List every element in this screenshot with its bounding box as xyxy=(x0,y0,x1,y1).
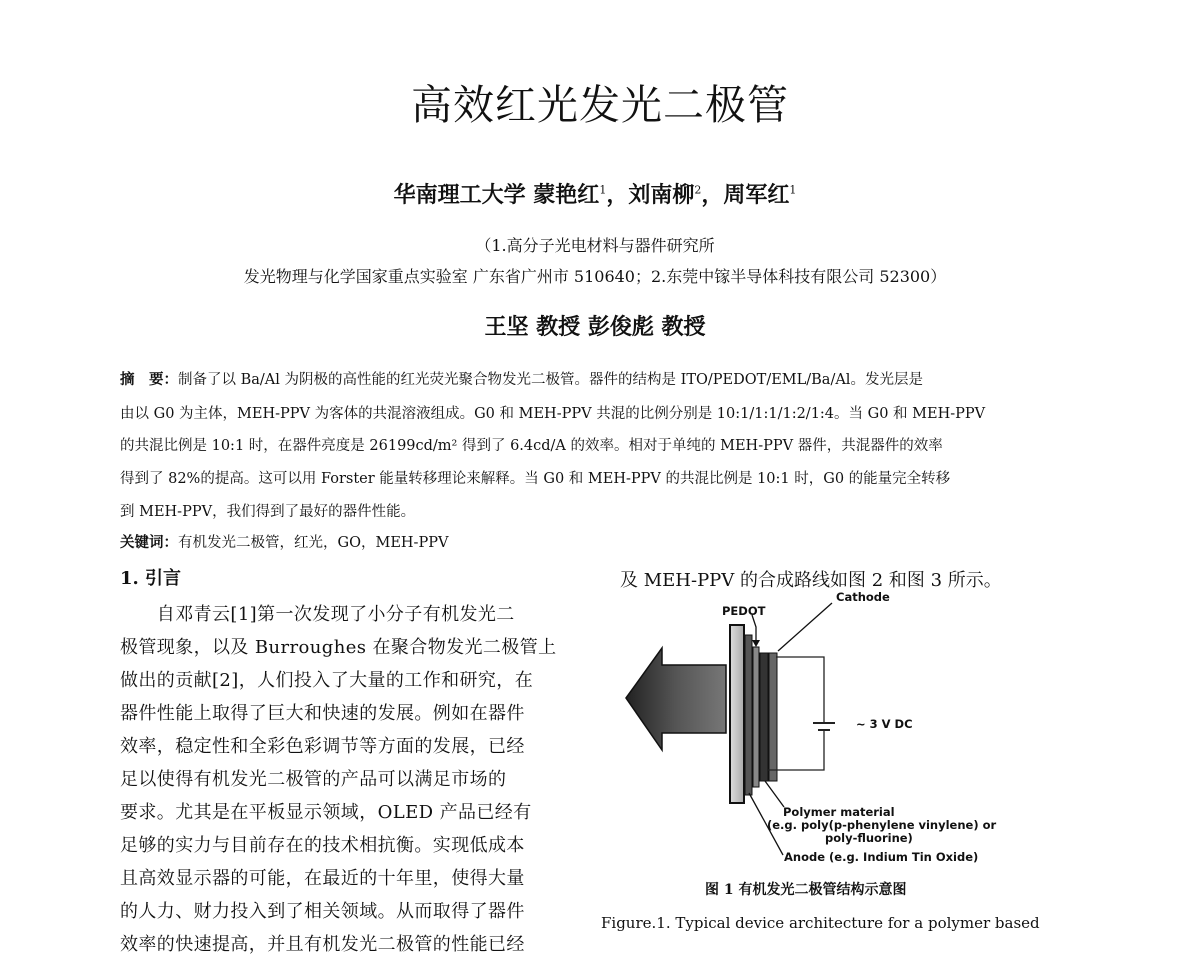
anode-layer xyxy=(745,635,752,795)
pedot-layer xyxy=(753,647,759,787)
body-text-line: 的人力、财力投入到了相关领域。从而取得了器件 xyxy=(120,901,525,922)
body-text-line: 器件性能上取得了巨大和快速的发展。例如在器件 xyxy=(120,703,525,724)
abstract-label: 摘 要： xyxy=(120,371,178,388)
right-column-text: 及 MEH-PPV 的合成路线如图 2 和图 3 所示。 xyxy=(620,570,1002,591)
advisors-line: 王坚 教授 彭俊彪 教授 xyxy=(484,314,706,340)
pedot-label: PEDOT xyxy=(722,604,766,618)
polymer-label-3: poly-fluorine) xyxy=(825,831,913,845)
cathode-label: Cathode xyxy=(836,590,890,604)
polymer-pointer xyxy=(765,781,784,807)
polymer-label-2: (e.g. poly(p-phenylene vinylene) or xyxy=(767,818,997,832)
body-text-line: 极管现象，以及 Burroughes 在聚合物发光二极管上 xyxy=(120,637,557,658)
author-3-affil: 1 xyxy=(789,183,797,197)
paper-title: 高效红光发光二极管 xyxy=(411,81,789,129)
author-2: 刘南柳 xyxy=(628,182,695,208)
author-line xyxy=(0,178,1190,209)
polymer-layer xyxy=(760,653,768,781)
circuit-wire-top xyxy=(776,657,824,723)
body-text-line: 效率的快速提高，并且有机发光二极管的性能已经 xyxy=(120,934,525,955)
abstract-line-3: 的共混比例是 10:1 时，在器件亮度是 26199cd/m² 得到了 6.4cd/A 的效率。相对于单纯的 MEH-PPV 器件，共混器件的效率 xyxy=(120,438,943,454)
affiliation-line-1: （1.高分子光电材料与器件研究所 xyxy=(475,236,715,255)
keywords-line xyxy=(120,531,448,552)
section-heading: 1. 引言 xyxy=(120,568,182,589)
body-text-line: 足够的实力与目前存在的技术相抗衡。实现低成本 xyxy=(120,835,525,856)
affiliation-line-2: 发光物理与化学国家重点实验室 广东省广州市 510640；2.东莞中镓半导体科技有限公司 52300） xyxy=(243,267,947,286)
voltage-label: ~ 3 V DC xyxy=(856,717,913,731)
author-separator: ， xyxy=(606,182,629,208)
anode-label: Anode (e.g. Indium Tin Oxide) xyxy=(784,850,979,864)
light-emission-arrow xyxy=(626,648,726,750)
pedot-pointer-head xyxy=(752,640,760,647)
body-text-line: 做出的贡献[2]，人们投入了大量的工作和研究，在 xyxy=(120,670,534,691)
polymer-label-1: Polymer material xyxy=(783,805,895,819)
author-1: 蒙艳红 xyxy=(533,182,600,208)
abstract-text: 制备了以 Ba/Al 为阴极的高性能的红光荧光聚合物发光二极管。器件的结构是 ITO/PEDOT/EML/Ba/Al。发光层是 xyxy=(178,372,923,388)
figure-caption-cn: 图 1 有机发光二极管结构示意图 xyxy=(705,882,907,898)
author-separator: ， xyxy=(701,182,724,208)
body-text-line: 且高效显示器的可能，在最近的十年里，使得大量 xyxy=(120,868,525,889)
author-1-affil: 1 xyxy=(599,183,607,197)
abstract-line-2: 由以 G0 为主体，MEH-PPV 为客体的共混溶液组成。G0 和 MEH-PPV 共混的比例分别是 10:1/1:1/1:2/1:4。当 G0 和 MEH-PPV xyxy=(120,406,986,422)
body-text-line: 自邓青云[1]第一次发现了小分子有机发光二 xyxy=(120,604,515,625)
cathode-layer xyxy=(769,653,777,781)
glass-substrate xyxy=(730,625,744,803)
keywords-label: 关键词： xyxy=(120,534,178,551)
author-institution: 华南理工大学 xyxy=(393,182,534,208)
figure-caption-en: Figure.1. Typical device architecture for a polymer based xyxy=(601,914,1040,932)
cathode-pointer xyxy=(778,603,832,651)
keywords-text: 有机发光二极管，红光，GO，MEH-PPV xyxy=(178,535,449,551)
body-text-line: 效率，稳定性和全彩色彩调节等方面的发展，已经 xyxy=(120,736,525,757)
author-2-affil: 2 xyxy=(694,183,702,197)
abstract-line-5: 到 MEH-PPV，我们得到了最好的器件性能。 xyxy=(120,504,416,520)
body-text-line: 足以使得有机发光二极管的产品可以满足市场的 xyxy=(120,769,507,790)
author-3: 周军红 xyxy=(723,182,790,208)
abstract-line-1 xyxy=(120,368,1078,389)
abstract-line-4: 得到了 82%的提高。这可以用 Forster 能量转移理论来解释。当 G0 和 MEH-PPV 的共混比例是 10:1 时，G0 的能量完全转移 xyxy=(120,471,951,487)
body-text-line: 要求。尤其是在平板显示领域，OLED 产品已经有 xyxy=(120,802,532,823)
